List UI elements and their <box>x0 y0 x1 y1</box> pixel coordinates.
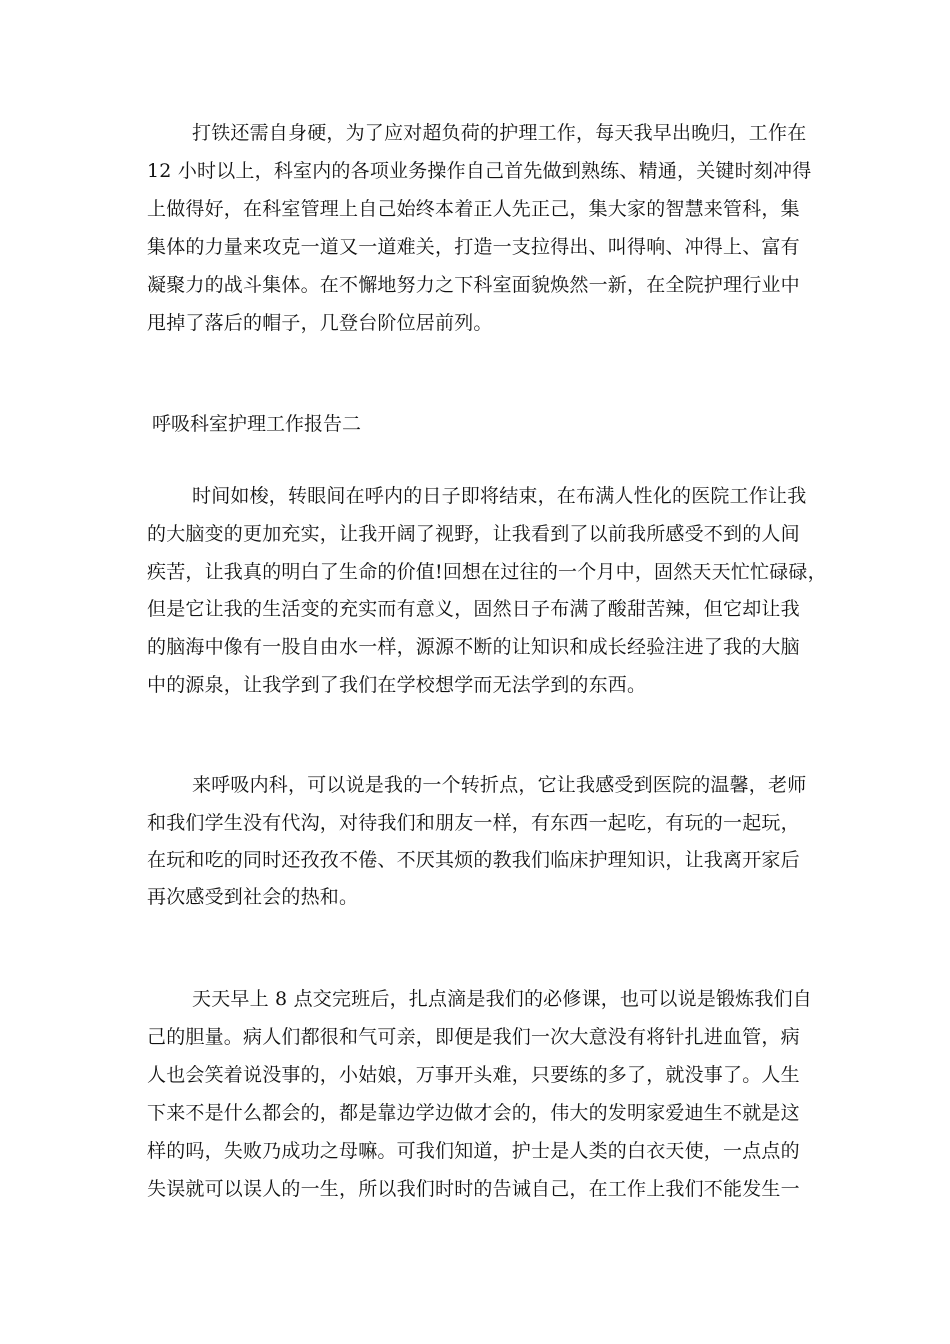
paragraph-1-line-1: 打铁还需自身硬，为了应对超负荷的护理工作，每天我早出晚归，工作在 <box>192 122 807 144</box>
paragraph-1-line-2: 12 小时以上，科室内的各项业务操作自己首先做到熟练、精通，关键时刻冲得 <box>147 160 812 182</box>
section-heading: 呼吸科室护理工作报告二 <box>152 413 362 435</box>
paragraph-1-line-4: 集体的力量来攻克一道又一道难关，打造一支拉得出、叫得响、冲得上、富有 <box>147 236 800 258</box>
paragraph-2-line-6: 中的源泉，让我学到了我们在学校想学而无法学到的东西。 <box>147 674 647 696</box>
paragraph-2-line-5: 的脑海中像有一股自由水一样，源源不断的让知识和成长经验注进了我的大脑 <box>147 636 800 658</box>
paragraph-1-line-3: 上做得好，在科室管理上自己始终本着正人先正己，集大家的智慧来管科，集 <box>147 198 800 220</box>
paragraph-2-line-1: 时间如梭，转眼间在呼内的日子即将结束，在布满人性化的医院工作让我 <box>192 485 807 507</box>
paragraph-4-line-4: 下来不是什么都会的，都是靠边学边做才会的，伟大的发明家爱迪生不就是这 <box>147 1102 800 1124</box>
paragraph-4-line-5: 样的吗，失败乃成功之母嘛。可我们知道，护士是人类的白衣天使，一点点的 <box>147 1140 800 1162</box>
paragraph-2-line-4: 但是它让我的生活变的充实而有意义，固然日子布满了酸甜苦辣，但它却让我 <box>147 598 800 620</box>
paragraph-2-line-2: 的大脑变的更加充实，让我开阔了视野，让我看到了以前我所感受不到的人间 <box>147 523 800 545</box>
paragraph-4-line-6: 失误就可以误人的一生，所以我们时时的告诫自己，在工作上我们不能发生一 <box>147 1178 800 1200</box>
paragraph-2-line-3: 疾苦，让我真的明白了生命的价值!回想在过往的一个月中，固然天天忙忙碌碌， <box>147 561 827 583</box>
paragraph-4-line-1: 天天早上 8 点交完班后，扎点滴是我们的必修课，也可以说是锻炼我们自 <box>192 988 812 1010</box>
paragraph-3-line-2: 和我们学生没有代沟，对待我们和朋友一样，有东西一起吃，有玩的一起玩， <box>147 812 800 834</box>
paragraph-1-line-5: 凝聚力的战斗集体。在不懈地努力之下科室面貌焕然一新，在全院护理行业中 <box>147 274 800 296</box>
paragraph-3-line-3: 在玩和吃的同时还孜孜不倦、不厌其烦的教我们临床护理知识，让我离开家后 <box>147 849 800 871</box>
paragraph-3-line-1: 来呼吸内科，可以说是我的一个转折点，它让我感受到医院的温馨，老师 <box>192 774 807 796</box>
paragraph-4-line-3: 人也会笑着说没事的，小姑娘，万事开头难，只要练的多了，就没事了。人生 <box>147 1064 800 1086</box>
paragraph-3-line-4: 再次感受到社会的热和。 <box>147 886 359 908</box>
paragraph-1-line-6: 甩掉了落后的帽子，几登台阶位居前列。 <box>147 312 493 334</box>
paragraph-4-line-2: 己的胆量。病人们都很和气可亲，即便是我们一次大意没有将针扎进血管，病 <box>147 1026 800 1048</box>
